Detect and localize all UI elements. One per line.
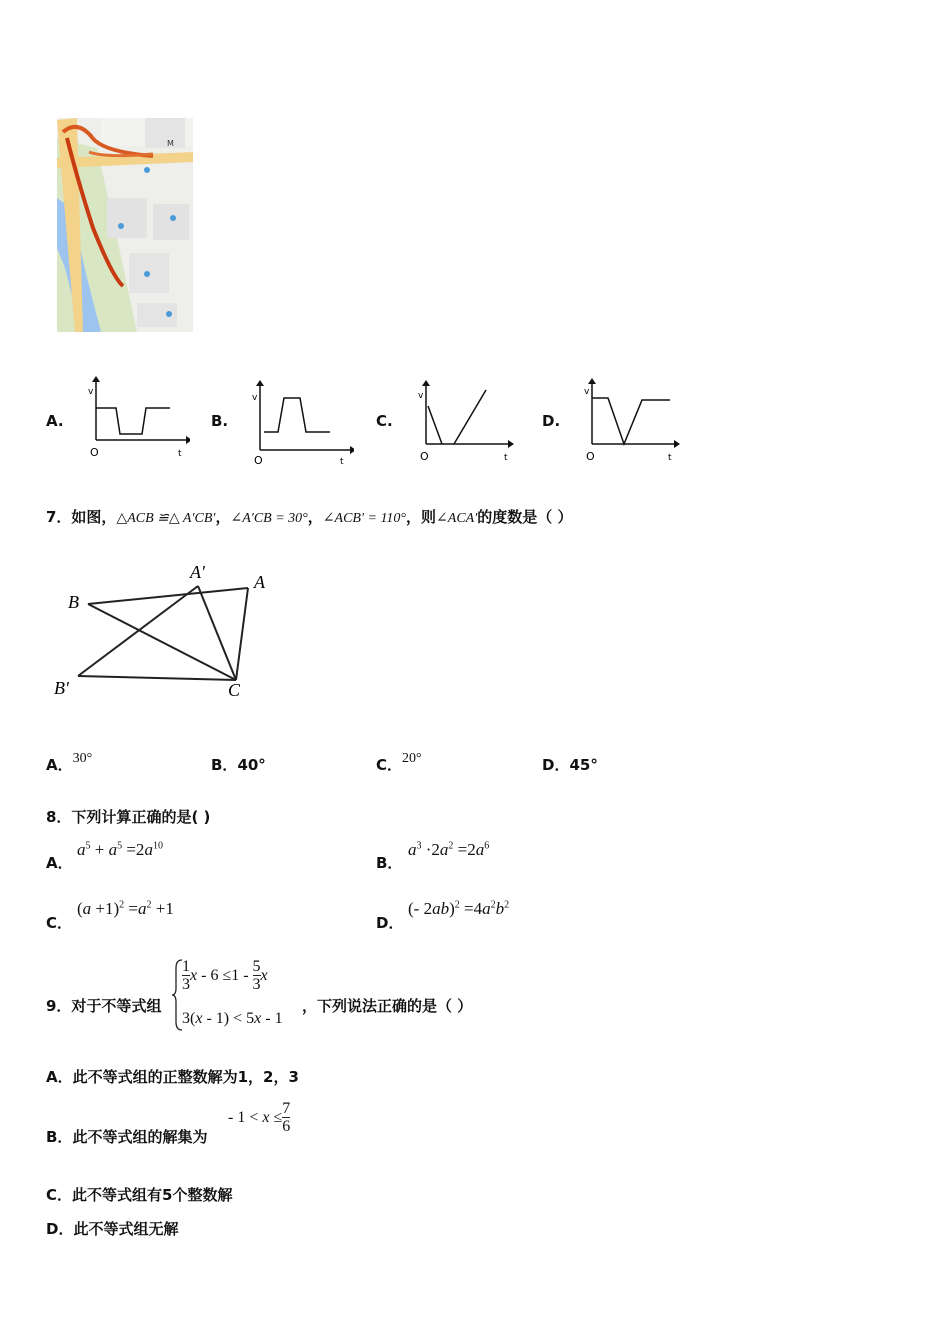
q9-option-b: B．此不等式组的解集为 [46,1128,208,1146]
label-a: A [254,572,265,592]
svg-text:v: v [418,391,424,401]
q7-triangle-figure [50,556,280,706]
svg-text:t: t [340,457,344,466]
svg-text:O: O [254,454,263,466]
q8-option-d: D． [376,914,404,932]
q7-option-b: B．40° [211,756,266,774]
svg-text:t: t [178,449,182,459]
q9-option-a: A．此不等式组的正整数解为1，2，3 [46,1068,299,1086]
q9-option-b-formula: - 1 < x ≤ $\frac{7}{6}$ [228,1100,291,1135]
svg-text:v: v [88,387,94,397]
q7-option-c: C．20° [376,751,422,774]
label-a-prime: A′ [190,562,205,582]
label-c: C [228,680,241,700]
q7-option-a: A．30° [46,751,93,774]
svg-text:t: t [504,453,508,462]
svg-text:v: v [584,387,590,397]
q8-option-d-formula: (- $2ab)^2 =4a^2b^2$ [408,899,510,918]
q9-option-c: C．此不等式组有5个整数解 [46,1186,233,1204]
q9-option-d: D．此不等式组无解 [46,1220,179,1238]
q6-option-a-letter: A. [46,412,64,430]
q8-option-a-formula: $a^5 + a^5 =2a^{10}$ [77,840,163,859]
q9-inequality-system: $\frac{1}{3}$ x - 6 ≤1 - $\frac{5}{3}$ x 3(x - 1) < 5x - 1 [172,956,312,1034]
q8-stem: 8．下列计算正确的是( ) [46,808,211,826]
svg-text:t: t [668,453,672,462]
q6-option-b-graph [250,380,354,466]
svg-text:O: O [420,450,429,462]
q8-option-b: B． [376,854,403,872]
q6-option-a-graph [86,376,190,462]
q9-suffix: ，下列说法正确的是（ ） [302,997,473,1015]
route-map-image [57,118,193,332]
q6-option-c-graph [416,376,520,462]
map-marker-label: M [167,139,174,148]
svg-text:O: O [90,446,99,459]
svg-text:O: O [586,450,595,462]
q7-stem: 7．如图，△ACB ≌△ A′CB′，∠A′CB = 30°，∠ACB′ = 110°，则∠ACA′的度数是（ ） [46,508,573,526]
svg-text:v: v [252,393,258,403]
q6-option-d-graph [582,376,686,462]
q8-option-c-formula: $(a +1)^2 =a^2 +1$ [77,899,174,918]
q6-option-b-letter: B. [211,412,229,430]
q8-option-b-formula: $a^3 \cdot 2a^2 =2a^6$ [408,840,490,859]
label-b-prime: B′ [54,678,69,698]
q8-option-a: A． [46,854,73,872]
q8-option-c: C． [46,914,73,932]
q7-option-d: D．45° [542,756,598,774]
q9-prefix: 9．对于不等式组 [46,997,162,1015]
q6-option-c-letter: C. [376,412,393,430]
label-b: B [68,592,79,612]
q6-option-d-letter: D. [542,412,561,430]
